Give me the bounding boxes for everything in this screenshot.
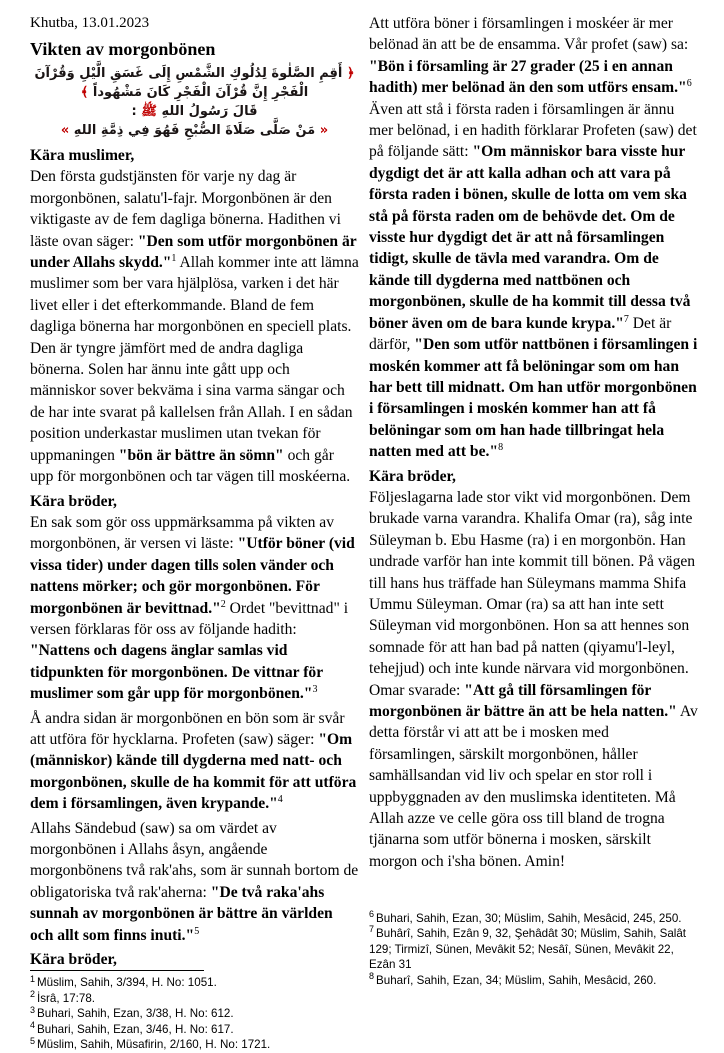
section-heading bbox=[369, 466, 698, 487]
text-run: Kära bröder, bbox=[369, 467, 456, 485]
footnotes-left bbox=[30, 970, 359, 1053]
footnote-text: Buhârî, Sahih, Ezân 9, 32, Şehâdât 30; Müslim, Sahih, Salât 129; Tirmizî, Sünen, Mevâkit 52; Nesâî, Sünen, Mevâkit 22, Ezân 31 bbox=[369, 927, 687, 971]
footnote-ref: 3 bbox=[312, 683, 318, 695]
footnote-list-left bbox=[30, 975, 359, 1053]
text-run: Allahs Sändebud (saw) sa om värdet av morgonbönen i Allahs åsyn, angående morgonbönens två rak'ahs, som är sunnah bortom de obligatoriska två rak'aherna: bbox=[30, 819, 359, 901]
footnote bbox=[30, 991, 359, 1007]
text-run: "Den som utför nattbönen i församlingen i moskén kommer att få belöningar som om han har bett till midnatt. Om han utför morgonbönen i församlingen i moskén kommer han att få belöningar som om han hade tillbringat hela natten med att be." bbox=[369, 336, 698, 461]
body-paragraph bbox=[30, 512, 359, 705]
text-run: och går upp för morgonbönen och tar vägen till moskéerna. bbox=[30, 446, 351, 486]
arabic-ornament: ﴿ bbox=[342, 66, 355, 81]
footnote-text: Buharî, Sahih, Ezan, 34; Müslim, Sahih, Mesâcid, 260. bbox=[376, 973, 657, 987]
text-run: "bön är bättre än sömn" bbox=[118, 446, 284, 464]
footnote-ref: 7 bbox=[623, 313, 629, 325]
footnote-text: Buhari, Sahih, Ezan, 30; Müslim, Sahih, Mesâcid, 245, 250. bbox=[376, 911, 682, 925]
text-run: Den första gudstjänsten för varje ny dag är morgonbönen, salatu'l-fajr. Morgonbönen är den viktigaste av de fem dagliga bönerna. Hadithen vi läste ovan säger: bbox=[30, 168, 341, 250]
text-run: Det är därför, bbox=[369, 314, 672, 354]
footnote-ref: 8 bbox=[498, 441, 504, 453]
arabic-ornament: » bbox=[60, 123, 74, 138]
arabic-ornament: « bbox=[315, 123, 329, 138]
text-run: Kära bröder, bbox=[30, 492, 117, 510]
section-heading bbox=[30, 491, 359, 512]
footnote-number: 4 bbox=[30, 1020, 36, 1031]
footnote-number: 6 bbox=[369, 908, 375, 919]
footnote-number: 8 bbox=[369, 970, 375, 981]
footnote-ref: 1 bbox=[171, 252, 177, 264]
date-line: Khutba, 13.01.2023 bbox=[30, 15, 150, 31]
body-paragraph bbox=[369, 13, 698, 463]
page-title: Vikten av morgonbönen bbox=[30, 39, 216, 59]
text-run: أَقِمِ الصَّلٰوةَ لِدُلُوكِ الشَّمْسِ إِلَى غَسَقِ الَّيْلِ وَقُرْآنَ الْفَجْرِ إِنَّ قُرْآنَ الْفَجْرِ كَانَ مَشْهُوداً bbox=[34, 66, 343, 100]
text-run: "De två raka'ahs sunnah av morgonbönen är bättre än världen och allt som finns inuti." bbox=[30, 883, 333, 944]
footnote-text: Müslim, Sahih, 3/394, H. No: 1051. bbox=[37, 976, 217, 990]
footnotes-right bbox=[369, 908, 698, 1015]
footnote bbox=[369, 926, 698, 973]
arabic-ornament: ﴾ bbox=[80, 85, 93, 100]
body-paragraph bbox=[30, 708, 359, 815]
footnote-ref: 4 bbox=[277, 794, 283, 805]
section-heading bbox=[30, 145, 359, 166]
arabic-line bbox=[34, 121, 355, 140]
text-run: "Utför böner (vid vissa tider) under dagen tills solen vänder och nattens mörker; och gör morgonbönen. För morgonbönen är bevittnad." bbox=[30, 535, 355, 617]
footnote bbox=[369, 908, 698, 927]
body-paragraph bbox=[369, 487, 698, 872]
footnote-text: İsrâ, 17:78. bbox=[37, 991, 96, 1005]
footnote bbox=[30, 1037, 359, 1053]
arabic-line bbox=[34, 64, 355, 102]
text-run: Ordet "bevittnad" i versen förklaras för oss av följande hadith: bbox=[30, 599, 349, 638]
text-run: "Om (människor) kände till dygderna med natt- och morgonbönen, skulle de ha kommit för att utföra dem i församlingen, även krypande." bbox=[30, 730, 357, 813]
text-run: Allah kommer inte att lämna muslimer som ber vara hjälplösa, varken i det här livet eller i det efterkommande. Bland de fem dagliga bönerna har morgonbönen en speciell plats. Den är tyngre jämfört med de andra dagliga bönerna. Solen har ännu inte gått upp och människor sover bekväma i sina varma sängar och de har inte svarat på kallelsen från Allah. I en sådan position underkastar muslimen utan tvekan för uppmaningen bbox=[30, 254, 359, 464]
footnote-text: Buhari, Sahih, Ezan, 3/46, H. No: 617. bbox=[37, 1022, 234, 1036]
right-column-body bbox=[369, 13, 698, 875]
footnote-number: 2 bbox=[30, 989, 36, 1000]
footnote bbox=[30, 1022, 359, 1038]
body-paragraph bbox=[30, 166, 359, 487]
footnote-number: 7 bbox=[369, 924, 375, 935]
left-column-body bbox=[30, 145, 359, 970]
footnote-number: 1 bbox=[30, 973, 36, 984]
text-run: "Den som utför morgonbönen är under Allahs skydd." bbox=[30, 232, 357, 272]
footnote-text: Buhari, Sahih, Ezan, 3/38, H. No: 612. bbox=[37, 1007, 234, 1021]
footnote bbox=[30, 1006, 359, 1022]
right-column bbox=[369, 13, 698, 1014]
text-run: Å andra sidan är morgonbönen en bön som är svår att utföra för hycklarna. Profeten (saw) säger: bbox=[30, 709, 345, 748]
footnote-number: 5 bbox=[30, 1035, 36, 1046]
text-run: Av detta förstår vi att att be i mosken med församlingen, särskilt morgonbönen, håller samhällsandan vid liv och spelar en stor roll i uppbyggnaden av den muslimska identiteten. Må Allah azze ve celle göra oss till bland de trogna tjänarna som utför bönerna i mosken, särskilt morgon och i'sha bönen. Amin! bbox=[369, 703, 698, 870]
text-run: قَالَ رَسُولُ اللهِ bbox=[156, 104, 258, 119]
text-run: "Att gå till församlingen för morgonbönen är bättre än att be hela natten." bbox=[369, 681, 677, 720]
footnote bbox=[369, 970, 698, 989]
arabic-verse-block bbox=[34, 64, 355, 140]
footnote-list-right bbox=[369, 908, 698, 989]
section-heading bbox=[30, 949, 359, 970]
text-run: : bbox=[131, 104, 142, 119]
footnote-number: 3 bbox=[30, 1004, 36, 1015]
arabic-ornament: ﷺ bbox=[141, 104, 157, 119]
footnote-ref: 2 bbox=[220, 598, 226, 610]
two-column-layout bbox=[30, 13, 698, 1052]
text-run: "Om människor bara visste hur dygdigt det är att kalla adhan och att vara på första raden i bönen, skulle de lotta om vem ska stå på första raden om de behövde det. Om de visste hur dygdigt det är att nå församlingen tidigt, skulle de tävla med varandra. Om de kände till dygderna med nattbönen och morgonbönen, skulle de ha kommit till dessa två böner även om de bara kunde krypa." bbox=[369, 143, 691, 332]
text-run: Följeslagarna lade stor vikt vid morgonbönen. Dem brukade varna varandra. Khalifa Omar (ra), såg inte Süleyman b. Ebu Hasme (ra) i en morgonbön. Han undrade varför han inte kommit till bönen. På vägen till hans hus träffade han Süleymans mamma Shifa Ummu Süleyman. Omar (ra) sa att han inte sett Süleyman vid morgonbönen. Hon sa att hennes son somnade för att han bad på natten (qiyamu'l-leyl, tehejjud) och inte kunde närvara vid morgonbönen. Omar svarade: bbox=[369, 488, 696, 699]
text-run: Kära bröder, bbox=[30, 951, 117, 969]
text-run: Kära muslimer, bbox=[30, 147, 135, 164]
text-run: Att utföra böner i församlingen i moskéer är mer belönad än att be de ensamma. Vår profet (saw) sa: bbox=[369, 15, 689, 54]
text-run: مَنْ صَلَّى صَلَاةَ الصُّبْحِ فَهُوَ فِي ذِمَّةِ اللهِ bbox=[73, 123, 316, 138]
text-run: "Bön i församling är 27 grader (25 i en annan hadith) mer belönad än den som utförs ensam." bbox=[369, 57, 687, 97]
text-run: "Nattens och dagens änglar samlas vid tidpunkten för morgonbönen. De vittnar för muslimer som går upp för morgonbönen." bbox=[30, 642, 323, 703]
text-run: En sak som gör oss uppmärksamma på vikten av morgonbönen, är versen vi läste: bbox=[30, 513, 335, 553]
text-run: Även att stå i första raden i församlingen är ännu mer belönad, i en hadith förklarar Profeten (saw) det på följande sätt: bbox=[369, 100, 697, 161]
arabic-line bbox=[34, 102, 355, 121]
body-paragraph bbox=[30, 818, 359, 946]
footnote bbox=[30, 975, 359, 991]
footnote-text: Müslim, Sahih, Müsafirin, 2/160, H. No: 1721. bbox=[37, 1038, 271, 1052]
footnote-separator bbox=[30, 970, 204, 971]
left-column bbox=[30, 13, 359, 1052]
footnote-ref: 5 bbox=[194, 925, 200, 937]
footnote-ref: 6 bbox=[686, 78, 692, 90]
